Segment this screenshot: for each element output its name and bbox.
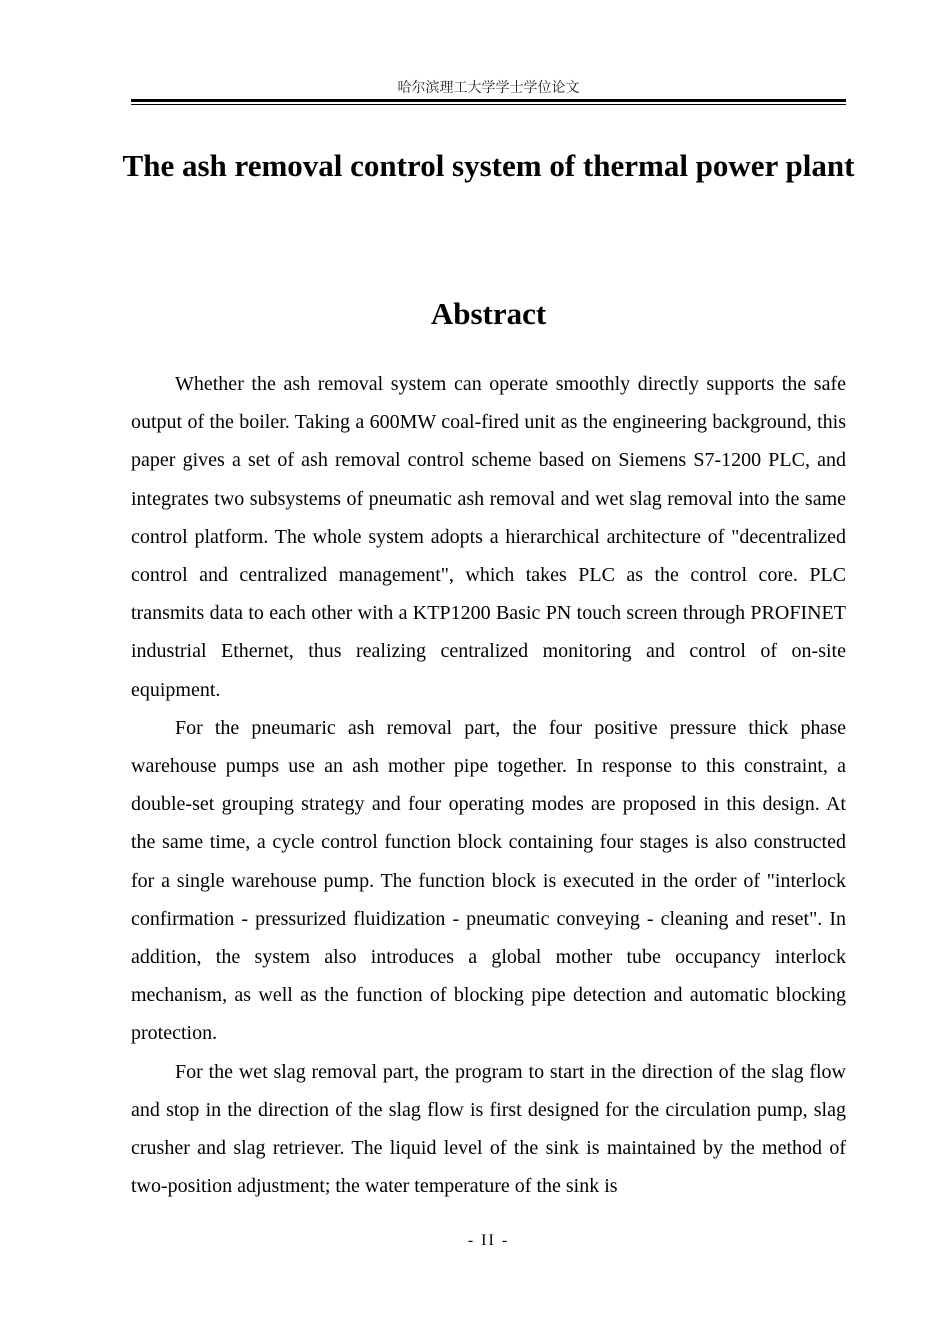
page-number: - II - (467, 1232, 510, 1249)
abstract-paragraph: For the wet slag removal part, the program to start in the direction of the slag flow and stop in the direction of the slag flow is first designed for the circulation pump, slag crusher and slag retriever. The liquid level of the sink is maintained by the method of two-position adjustment; the water temperature of the sink is (131, 1060, 846, 1198)
abstract-paragraph: For the pneumaric ash removal part, the four positive pressure thick phase warehouse pumps use an ash mother pipe together. In response to this constraint, a double-set grouping strategy and four operating modes are proposed in this design. At the same time, a cycle control function block containing four stages is also constructed for a single warehouse pump. The function block is executed in the order of "interlock confirmation - pressurized fluidization - pneumatic conveying - cleaning and reset". In addition, the system also introduces a global mother tube occupancy interlock mechanism, as well as the function of blocking pipe detection and automatic blocking protection. (131, 716, 846, 1045)
abstract-paragraph: Whether the ash removal system can operate smoothly directly supports the safe output of the boiler. Taking a 600MW coal-fired unit as the engineering background, this paper gives a set of ash removal control scheme based on Siemens S7-1200 PLC, and integrates two subsystems of pneumatic ash removal and wet slag removal into the same control platform. The whole system adopts a hierarchical architecture of "decentralized control and centralized management", which takes PLC as the control core. PLC transmits data to each other with a KTP1200 Basic PN touch screen through PROFINET industrial Ethernet, thus realizing centralized monitoring and control of on-site equipment. (131, 373, 846, 701)
abstract-heading: Abstract (430, 296, 547, 331)
running-header: 哈尔滨理工大学学士学位论文 (397, 80, 580, 96)
header-rule-thick (131, 99, 846, 102)
abstract-body (131, 365, 846, 1205)
paper-title: The ash removal control system of thermal power plant (122, 148, 855, 183)
header-rule-thin (131, 104, 846, 105)
